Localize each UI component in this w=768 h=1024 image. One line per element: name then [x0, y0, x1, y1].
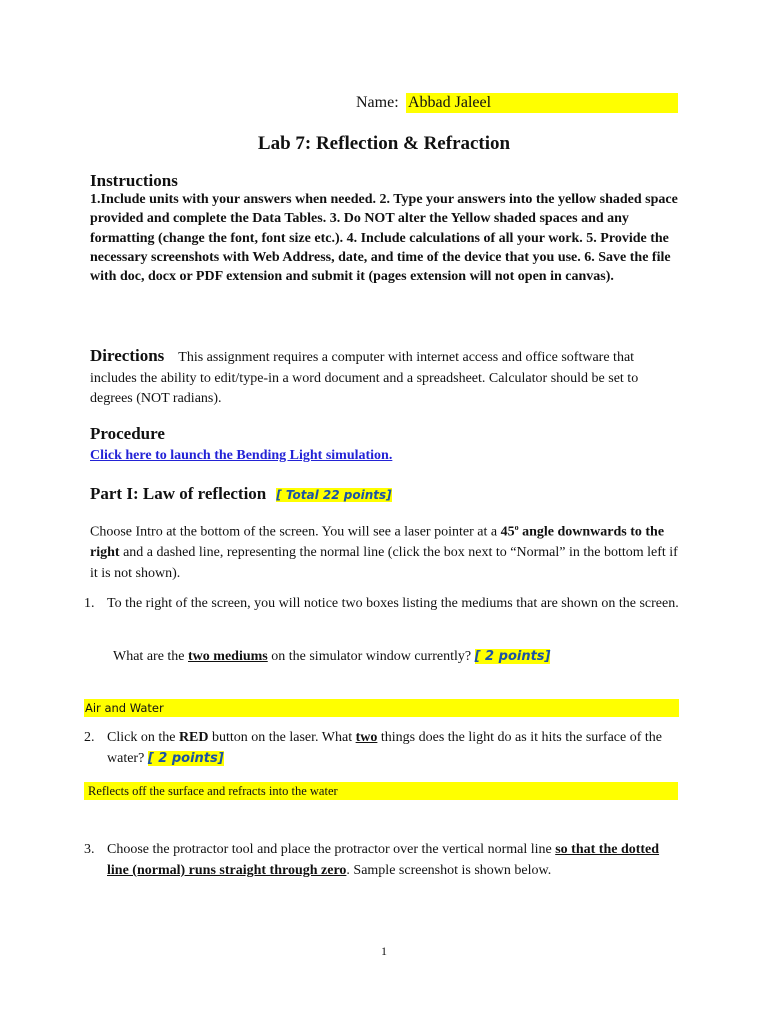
intro-text-a: Choose Intro at the bottom of the screen. You will see a laser pointer at a [90, 524, 501, 540]
q1-sub-b: on the simulator window currently? [267, 649, 472, 664]
simulation-link-row [90, 446, 392, 464]
simulation-link[interactable]: Click here to launch the Bending Light simulation. [90, 448, 393, 463]
q1-sub-a: What are the [113, 649, 189, 664]
directions-heading: Directions [90, 346, 165, 365]
q2-points: [ 2 points] [147, 751, 224, 766]
part1-heading: Part I: Law of reflection [90, 484, 267, 503]
q3-number: 3. [84, 842, 95, 857]
q2-text-a: Click on the [107, 730, 179, 745]
intro-degree: o [514, 523, 519, 532]
q1-sub-bold: two mediums [188, 649, 268, 664]
q2-number: 2. [84, 730, 95, 745]
q2-text-b: button on the laser. What [208, 730, 356, 745]
directions-text: This assignment requires a computer with internet access and office software that includes the ability to edit/type-in a word document and a spreadsheet. Calculator should be set to degrees (NOT radians). [90, 350, 639, 406]
page-title: Lab 7: Reflection & Refraction [257, 133, 511, 154]
intro-text-b: and a dashed line, representing the normal line (click the box next to “Normal” in the bottom left if it is not shown). [90, 545, 678, 581]
q2-answer-field[interactable]: Reflects off the surface and refracts into the water [84, 782, 678, 800]
name-label: Name: [356, 94, 399, 111]
q1-points: [ 2 points] [474, 649, 551, 664]
procedure-heading: Procedure [90, 424, 165, 443]
instructions-text: 1.Include units with your answers when needed. 2. Type your answers into the yellow shaded space provided and complete the Data Tables. 3. Do NOT alter the Yellow shaded spaces and any formatting (change the font, font size etc.). 4. Include calculations of all your work. 5. Provide the necessary screenshots with Web Address, date, and time of the device that you use. 6. Save the file with doc, docx or PDF extension and submit it (pages extension will not open in canvas). [90, 192, 678, 285]
part1-points: [ Total 22 points] [276, 488, 392, 502]
part1-heading-row [90, 484, 392, 505]
intro-bold: angle downwards to the right [90, 524, 665, 561]
q3-bold: so that the dotted line (normal) runs straight through zero [107, 842, 660, 878]
q3-text-a: Choose the protractor tool and place the protractor over the vertical normal line [107, 842, 556, 857]
page-number: 1 [381, 944, 387, 958]
q1-number: 1. [84, 596, 95, 611]
q2-text-c: things does the light do as it hits the surface of the water? [107, 730, 663, 766]
q3-text [107, 839, 679, 881]
q3-text-b: . Sample screenshot is shown below. [346, 863, 552, 878]
directions-paragraph [90, 346, 680, 410]
intro-angle: 45 [500, 524, 515, 540]
q2-text [107, 727, 679, 769]
q2-two: two [355, 730, 378, 745]
q1-text: To the right of the screen, you will notice two boxes listing the mediums that are shown on the screen. [107, 596, 679, 611]
part1-intro [90, 518, 680, 584]
instructions-heading: Instructions [90, 171, 178, 190]
q1-answer-field[interactable]: Air and Water [84, 699, 679, 717]
q2-red: RED [178, 730, 209, 745]
q1-subquestion [113, 647, 550, 667]
name-field[interactable]: Abbad Jaleel [406, 93, 678, 113]
